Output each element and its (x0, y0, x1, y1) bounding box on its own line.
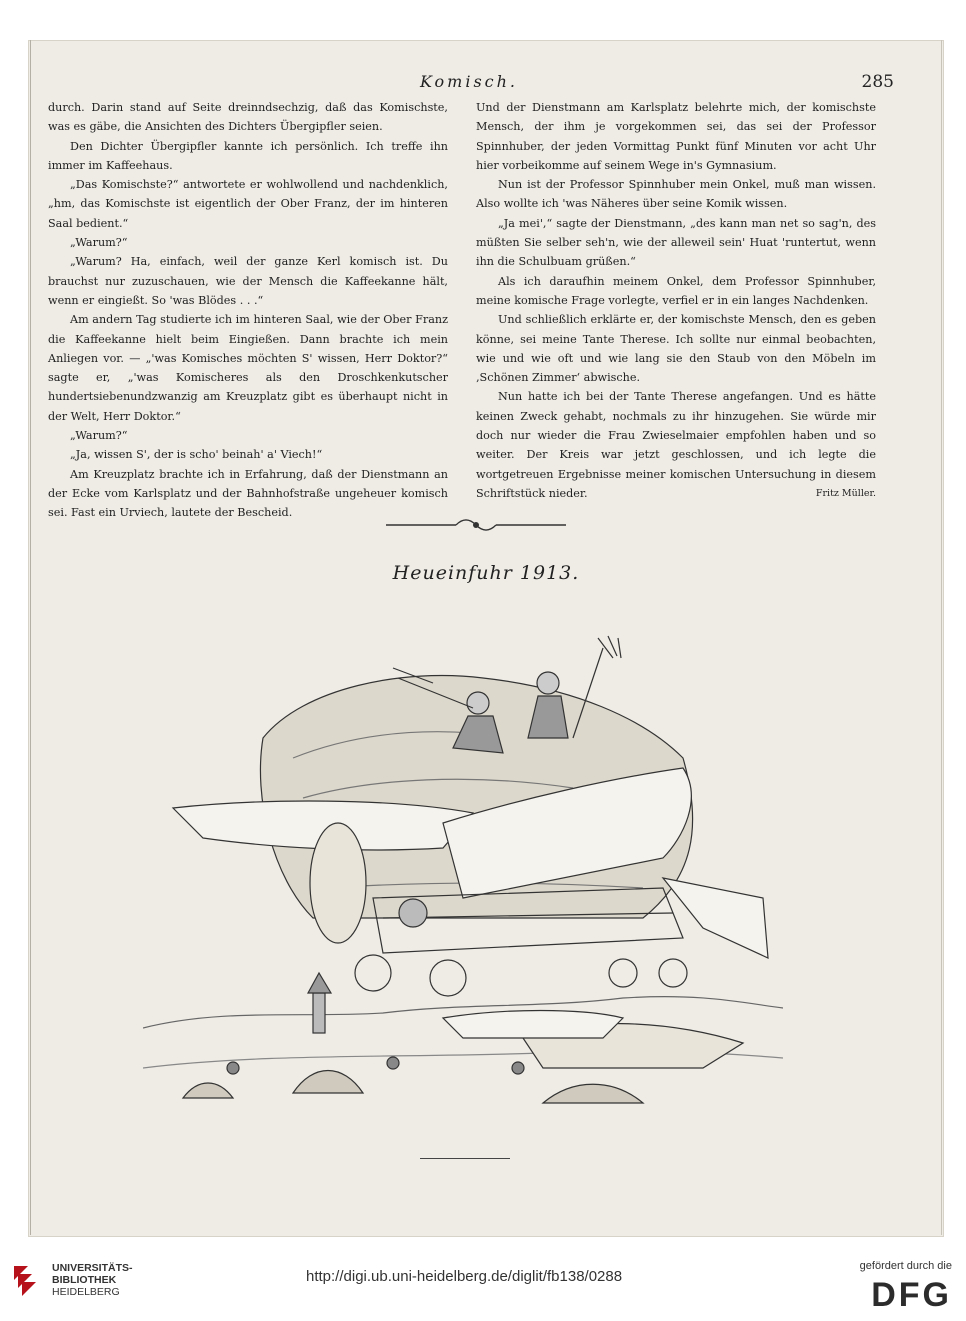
paragraph: Nun hatte ich bei der Tante Therese angefangen. Und es hätte keinen Zweck gehabt, nochmals zu ihr hinzugehen. Sie würde mir doch nur wieder die Frau Zwieselmaier empfohlen haben und so weiter. Der Kreis war jetzt geschlossen, und ich legte die wortgetreuen Ergebnisse meiner komischen Untersuchung in diesem Schriftstück nieder. (476, 390, 876, 500)
running-head-title: Komisch. (420, 72, 519, 91)
paragraph: „Warum?“ (70, 236, 128, 250)
left-text-column (48, 98, 448, 523)
paragraph: Nun ist der Professor Spinnhuber mein Onkel, muß man wissen. Also wollte ich 'was Näheres über seine Komik wissen. (476, 178, 876, 211)
bottom-rule (420, 1158, 510, 1159)
paragraph: Am andern Tag studierte ich im hinteren Saal, wie der Ober Franz die Kaffeekanne hielt beim Eingießen. Dann brachte ich mein Anliegen vor. — „'was Komisches möchten S' wissen, Herr Doktor?“ sagte er, „'was Komischeres als den Droschkenkutscher hundertsiebenundzwanzig am Kreuzplatz gibt es überhaupt nicht in der Welt, Herr Doktor.“ (48, 313, 448, 423)
library-name: UNIVERSITÄTS- BIBLIOTHEK HEIDELBERG (52, 1262, 133, 1298)
running-head (28, 72, 944, 92)
paragraph: Und schließlich erklärte er, der komischste Mensch, den es geben könne, sei meine Tante Therese. Ich sollte nur einmal beobachten, wie und wie oft und wie lang sie den Staub von den Möbeln im ‚Schönen Zimmer‘ abwische. (476, 313, 876, 385)
author-signature: Fritz Müller. (815, 488, 876, 500)
page-number: 285 (861, 72, 894, 92)
right-text-column (476, 98, 876, 504)
paragraph: „Warum? Ha, einfach, weil der ganze Kerl komisch ist. Du brauchst nur zuzuschauen, wie der Mensch die Kaffeekanne hält, wenn er eingießt. So 'was Blödes . . .“ (48, 255, 448, 307)
paragraph: Als ich daraufhin meinem Onkel, dem Professor Spinnhuber, meine komische Frage vorlegte, verfiel er in ein langes Nachdenken. (476, 274, 876, 307)
paragraph: „Ja, wissen S', der is scho' beinah' a' Viech!“ (70, 448, 323, 462)
paragraph: Und der Dienstmann am Karlsplatz belehrte mich, der komischste Mensch, der ihm je vorgekommen sei, das sei der Professor Spinnhuber, der jeden Vormittag Punkt fünf Minuten vor acht Uhr hier vorbeikomme auf seinem Wege in's Gymnasium. (476, 101, 876, 172)
funding-label: gefördert durch die (859, 1260, 952, 1272)
source-url-link[interactable]: http://digi.ub.uni-heidelberg.de/diglit/fb138/0288 (306, 1268, 623, 1285)
scanned-page (28, 40, 944, 1237)
hay-airplane-illustration (143, 598, 783, 1130)
paragraph: durch. Darin stand auf Seite dreinndsechzig, daß das Komischste, was es gäbe, die Ansichten des Dichters Übergipfler seien. (48, 101, 448, 134)
paragraph: „Warum?“ (70, 429, 128, 443)
paragraph: „Ja mei',“ sagte der Dienstmann, „des kann man net so sag'n, des müßten Sie selber seh'n, wie der alleweil sein' Huat 'runtertut, wenn ihn die Schulbuam grüßen.“ (476, 216, 876, 269)
illustration-title: Heueinfuhr 1913. (392, 562, 580, 584)
footer-bar (0, 1250, 966, 1321)
paragraph: Am Kreuzplatz brachte ich in Erfahrung, daß der Dienstmann an der Ecke vom Karlsplatz und der Bahnhofstraße ungeheuer komisch sei. Fast ein Urviech, lautete der Bescheid. (48, 467, 448, 520)
paragraph: „Das Komischste?“ antwortete er wohlwollend und nachdenklich, „hm, das Komischste ist eigentlich der Ober Franz, der im hinteren Saal bedient.“ (48, 178, 448, 230)
paragraph: Den Dichter Übergipfler kannte ich persönlich. Ich treffe ihn immer im Kaffeehaus. (48, 139, 448, 172)
university-library-logo-icon (10, 1262, 46, 1298)
dfg-logo: DFG (871, 1276, 952, 1314)
ornament-divider (386, 514, 566, 536)
